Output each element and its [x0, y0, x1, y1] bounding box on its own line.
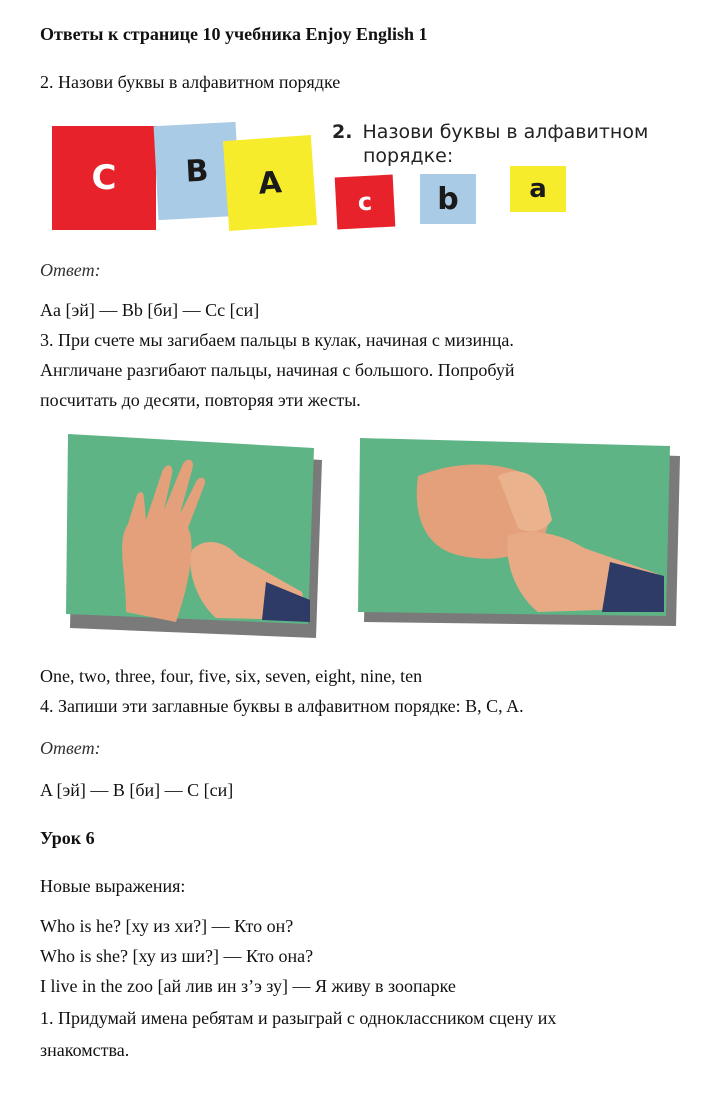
task4-heading: 4. Запиши эти заглавные буквы в алфавитном порядке: B, C, A.	[40, 696, 524, 716]
letters-figure	[40, 112, 680, 242]
task3-line-1: 3. При счете мы загибаем пальцы в кулак, начиная с мизинца.	[40, 330, 514, 350]
letter-card-b: b	[420, 174, 476, 224]
letter-card-a: a	[510, 166, 566, 212]
expression-1: Who is he? [ху из хи?] — Кто он?	[40, 916, 294, 936]
task4-answer: A [эй] — B [би] — C [си]	[40, 780, 234, 800]
task3-line-2: Англичане разгибают пальцы, начиная с большого. Попробуй	[40, 360, 515, 380]
task3-answer: One, two, three, four, five, six, seven, eight, nine, ten	[40, 666, 423, 686]
letter-card-C: C	[52, 126, 156, 230]
task2-answer: Aa [эй] — Bb [би] — Cc [си]	[40, 300, 260, 320]
lesson6-task1-line-1: 1. Придумай имена ребятам и разыграй с одноклассником сцену их	[40, 1008, 557, 1028]
figure-caption: 2. Назови буквы в алфавитном порядке:	[332, 121, 649, 167]
letter-card-c: c	[335, 175, 396, 230]
hands-photo-right	[358, 436, 684, 630]
lesson6-task1-line-2: знакомства.	[40, 1040, 130, 1060]
hands-photo-left	[66, 432, 328, 644]
new-expressions-label: Новые выражения:	[40, 876, 186, 896]
expression-3: I live in the zoo [ай лив ин з’э зу] — Я живу в зоопарке	[40, 976, 456, 996]
lesson6-title: Урок 6	[40, 828, 95, 848]
letter-card-A: A	[223, 135, 317, 231]
task4-answer-label: Ответ:	[40, 738, 101, 758]
letter-card-B: B	[154, 122, 241, 220]
task3-line-3: посчитать до десяти, повторяя эти жесты.	[40, 390, 361, 410]
page-title: Ответы к странице 10 учебника Enjoy English 1	[40, 24, 428, 44]
task2-heading: 2. Назови буквы в алфавитном порядке	[40, 72, 341, 92]
expression-2: Who is she? [ху из ши?] — Кто она?	[40, 946, 314, 966]
task2-answer-label: Ответ:	[40, 260, 101, 280]
